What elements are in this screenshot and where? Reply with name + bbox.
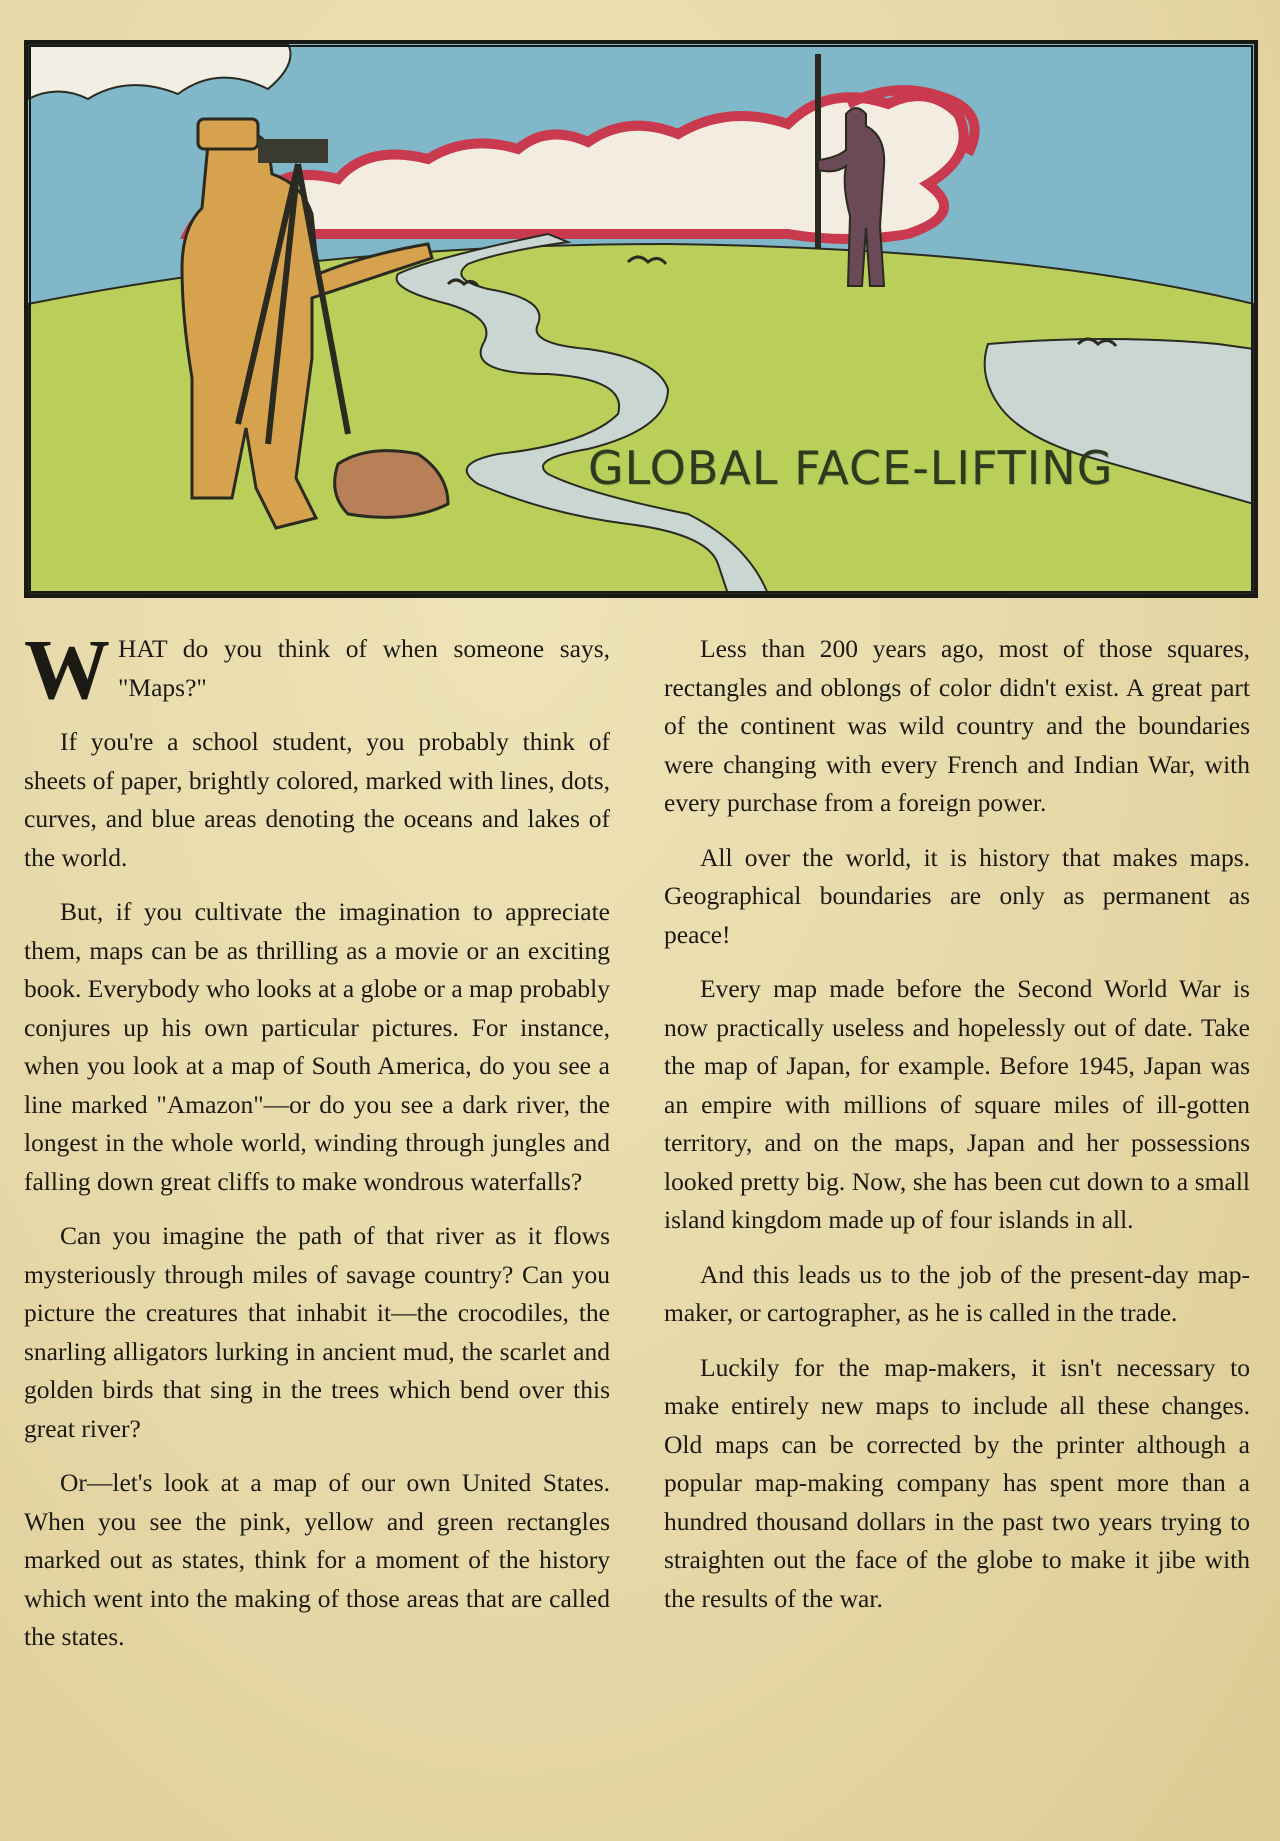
paragraph — [24, 621, 610, 717]
paragraph: But, if you cultivate the imagination to appreciate them, maps can be as thrilling as a movie or an exciting book. Everybody who looks at a globe or a map probably conjures up his own particular pictures. For instance, when you look at a map of South America, do you see a line marked "Amazon"—or do you see a dark river, the longest in the whole world, winding through jungles and falling down great cliffs to make wondrous waterfalls? — [24, 897, 610, 1196]
illustration-panel — [24, 40, 1258, 598]
article-body — [24, 621, 1258, 1820]
paragraph: Or—let's look at a map of our own United States. When you see the pink, yellow and green rectangles marked out as states, think for a moment of the history which went into the making of those areas that are called the states. — [24, 1468, 610, 1651]
right-column — [664, 630, 1250, 1634]
surveyor-illustration — [28, 44, 1254, 594]
drop-cap: W — [24, 621, 110, 717]
paragraph: All over the world, it is history that makes maps. Geographical boundaries are only as permanent as peace! — [664, 842, 1250, 949]
paragraph: If you're a school student, you probably think of sheets of paper, brightly colored, marked with lines, dots, curves, and blue areas denoting the oceans and lakes of the world. — [24, 727, 610, 872]
paragraph-text: HAT do you think of when someone says, "Maps?" — [118, 634, 610, 702]
left-column — [24, 621, 610, 1673]
paragraph: Every map made before the Second World War is now practically useless and hopelessly out of date. Take the map of Japan, for example. Before 1945, Japan was an empire with millions of square miles of ill-gotten territory, and on the maps, Japan and her possessions looked pretty big. Now, she has been cut down to a small island kingdom made up of four islands in all. — [664, 974, 1250, 1234]
paragraph: And this leads us to the job of the present-day map-maker, or cartographer, as he is called in the trade. — [664, 1259, 1250, 1327]
panel-title: GLOBAL FACE-LIFTING — [588, 441, 1114, 495]
paragraph: Can you imagine the path of that river as it flows mysteriously through miles of savage country? Can you picture the creatures that inhabit it—the crocodiles, the snarling alligators lurking in ancient mud, the scarlet and golden birds that sing in the trees which bend over this great river? — [24, 1221, 610, 1443]
paragraph: Luckily for the map-makers, it isn't necessary to make entirely new maps to include all these changes. Old maps can be corrected by the printer although a popular map-making company has spent more than a hundred thousand dollars in the past two years trying to straighten out the face of the globe to make it jibe with the results of the war. — [664, 1352, 1250, 1613]
paragraph: Less than 200 years ago, most of those squares, rectangles and oblongs of color didn't exist. A great part of the continent was wild country and the boundaries were changing with every French and Indian War, with every purchase from a foreign power. — [664, 634, 1250, 817]
